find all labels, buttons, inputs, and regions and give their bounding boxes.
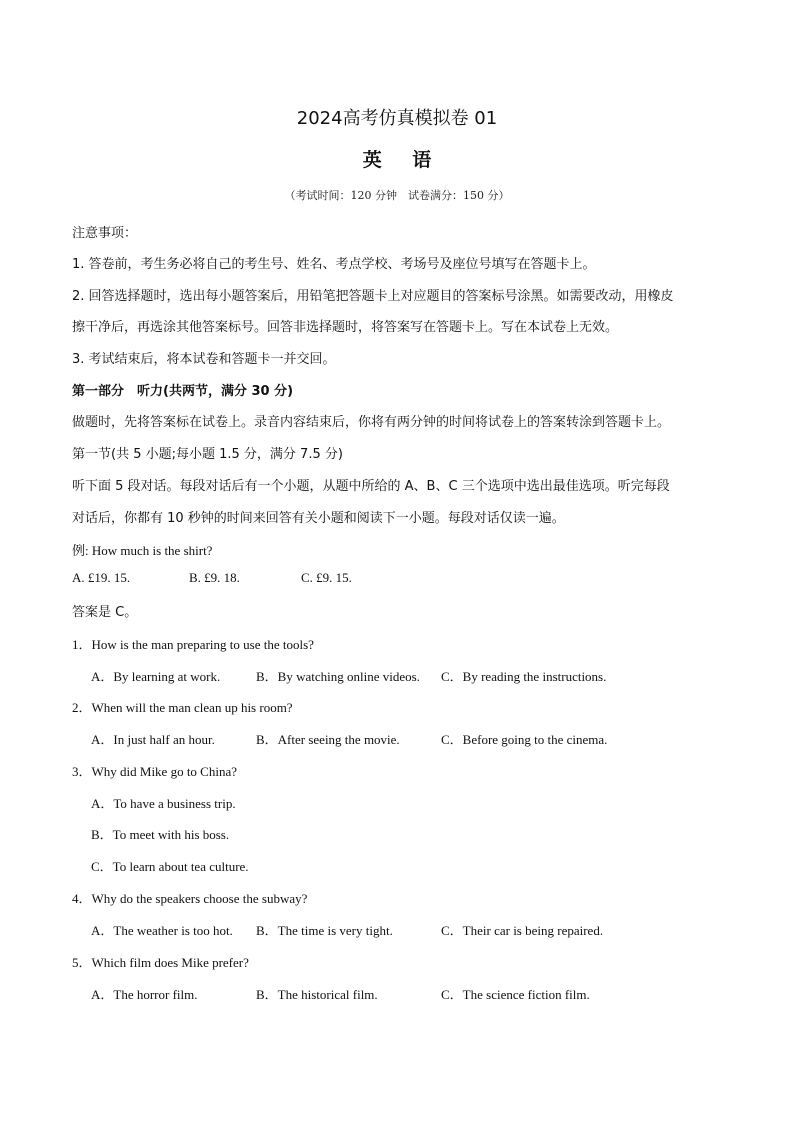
question-3-option-a: A．To have a business trip. — [91, 796, 236, 811]
question-5-option-b: B．The historical film. — [256, 987, 378, 1002]
example-option-b: B. £9. 18. — [189, 570, 240, 585]
question-5-option-a: A．The horror film. — [91, 987, 198, 1002]
example-option-a: A. £19. 15. — [72, 570, 131, 585]
question-2-option-c: C．Before going to the cinema. — [441, 732, 608, 747]
question-3-option-c: C．To learn about tea culture. — [91, 859, 249, 874]
question-1-stem: 1．How is the man preparing to use the tools? — [72, 637, 314, 652]
exam-title: 2024高考仿真模拟卷 01 — [296, 108, 498, 129]
question-4-option-c: C．Their car is being repaired. — [441, 923, 604, 938]
example-answer: 答案是 C。 — [72, 605, 138, 620]
exam-time-info: （考试时间：120 分钟 试卷满分：150 分） — [284, 189, 510, 202]
part1-heading: 第一部分 听力(共两节，满分 30 分) — [72, 384, 294, 399]
question-1-option-c: C．By reading the instructions. — [441, 669, 607, 684]
note-item-3: 3. 考试结束后，将本试卷和答题卡一并交回。 — [72, 352, 336, 367]
question-5-stem: 5．Which film does Mike prefer? — [72, 955, 249, 970]
exam-subject: 英 语 — [362, 149, 444, 171]
example-option-c: C. £9. 15. — [301, 570, 352, 585]
section1-instruction-2: 对话后，你都有 10 秒钟的时间来回答有关小题和阅读下一小题。每段对话仅读一遍。 — [72, 511, 565, 526]
question-1-option-b: B．By watching online videos. — [256, 669, 420, 684]
question-2-option-b: B．After seeing the movie. — [256, 732, 400, 747]
section1-instruction-1: 听下面 5 段对话。每段对话后有一个小题，从题中所给的 A、B、C 三个选项中选出最佳选项。听完每段 — [72, 479, 670, 494]
section1-heading: 第一节(共 5 小题;每小题 1.5 分，满分 7.5 分) — [72, 447, 343, 462]
note-item-1: 1. 答卷前，考生务必将自己的考生号、姓名、考点学校、考场号及座位号填写在答题卡上。 — [72, 257, 596, 272]
question-4-option-b: B．The time is very tight. — [256, 923, 393, 938]
question-2-option-a: A．In just half an hour. — [91, 732, 215, 747]
example-question: 例: How much is the shirt? — [72, 543, 213, 558]
question-1-option-a: A．By learning at work. — [91, 669, 221, 684]
question-4-option-a: A．The weather is too hot. — [91, 923, 233, 938]
question-5-option-c: C．The science fiction film. — [441, 987, 590, 1002]
question-2-stem: 2．When will the man clean up his room? — [72, 700, 293, 715]
question-3-stem: 3．Why did Mike go to China? — [72, 764, 238, 779]
question-3-option-b: B．To meet with his boss. — [91, 827, 230, 842]
part1-instruction: 做题时，先将答案标在试卷上。录音内容结束后，你将有两分钟的时间将试卷上的答案转涂到答题卡上。 — [72, 415, 671, 430]
notes-heading: 注意事项： — [72, 226, 138, 241]
note-item-2: 2. 回答选择题时，选出每小题答案后，用铅笔把答题卡上对应题目的答案标号涂黑。如需要改动，用橡皮 — [72, 289, 674, 304]
question-4-stem: 4．Why do the speakers choose the subway? — [72, 891, 308, 906]
note-item-2-cont: 擦干净后，再选涂其他答案标号。回答非选择题时，将答案写在答题卡上。写在本试卷上无效。 — [72, 320, 619, 335]
